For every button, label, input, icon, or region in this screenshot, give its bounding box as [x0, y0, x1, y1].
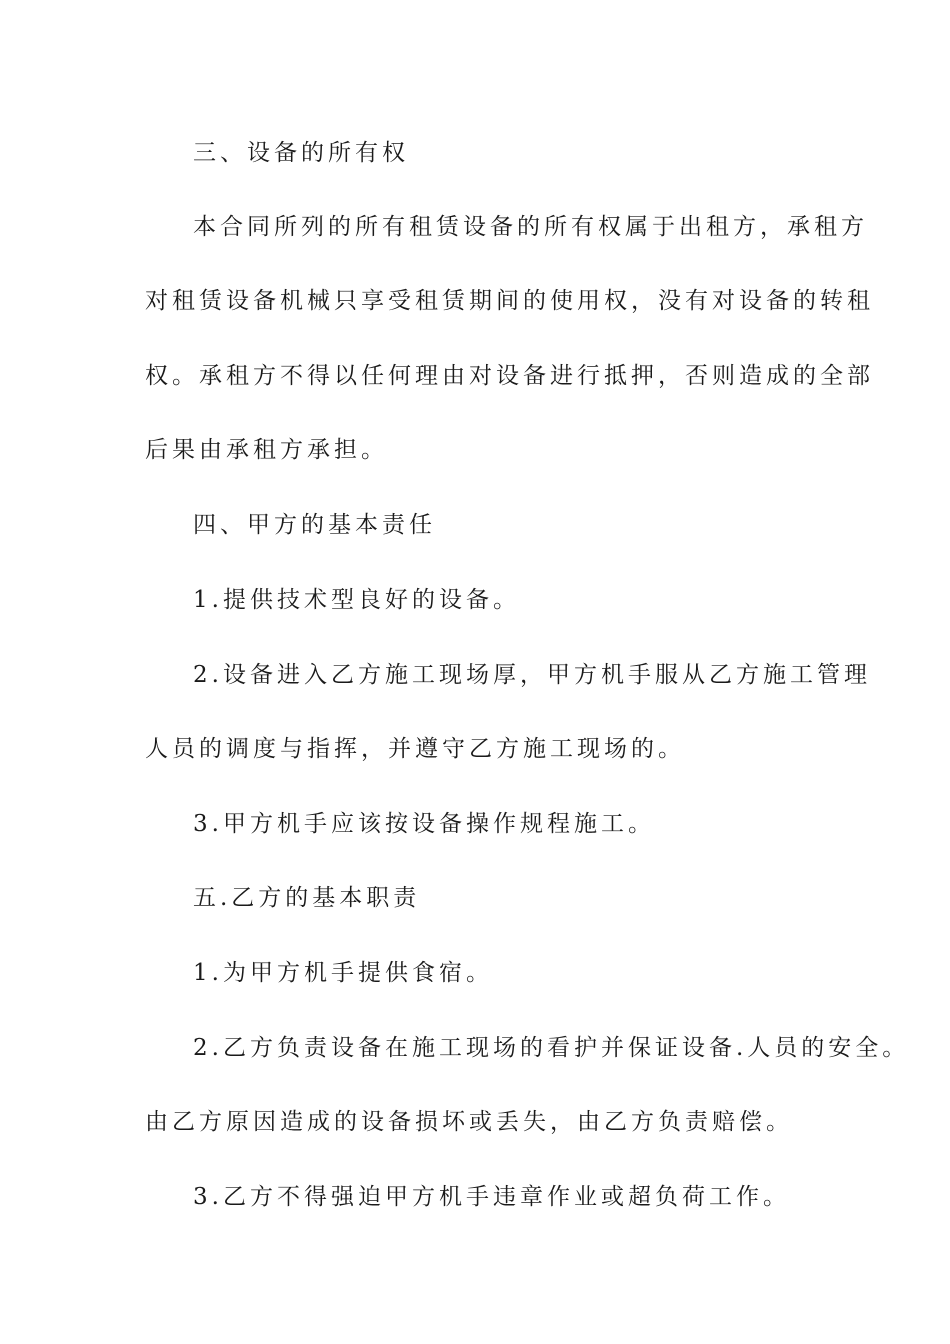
- paragraph-line: 本合同所列的所有租赁设备的所有权属于出租方，承租方: [193, 214, 868, 240]
- list-item: 2.设备进入乙方施工现场厚，甲方机手服从乙方施工管理: [193, 662, 871, 688]
- paragraph-line: 人员的调度与指挥，并遵守乙方施工现场的。: [145, 736, 685, 762]
- paragraph-line: 后果由承租方承担。: [145, 437, 388, 463]
- list-item: 1.为甲方机手提供食宿。: [193, 960, 493, 986]
- section-heading-party-a: 四、甲方的基本责任: [193, 512, 436, 538]
- list-item: 1.提供技术型良好的设备。: [193, 587, 520, 613]
- paragraph-line: 由乙方原因造成的设备损坏或丢失，由乙方负责赔偿。: [145, 1109, 793, 1135]
- list-item: 3.乙方不得强迫甲方机手违章作业或超负荷工作。: [193, 1184, 790, 1210]
- section-heading-party-b: 五.乙方的基本职责: [193, 885, 421, 911]
- section-heading-ownership: 三、设备的所有权: [193, 140, 409, 166]
- list-item: 2.乙方负责设备在施工现场的看护并保证设备.人员的安全。: [193, 1035, 910, 1061]
- paragraph-line: 权。承租方不得以任何理由对设备进行抵押，否则造成的全部: [145, 363, 874, 389]
- paragraph-line: 对租赁设备机械只享受租赁期间的使用权，没有对设备的转租: [145, 288, 874, 314]
- list-item: 3.甲方机手应该按设备操作规程施工。: [193, 811, 655, 837]
